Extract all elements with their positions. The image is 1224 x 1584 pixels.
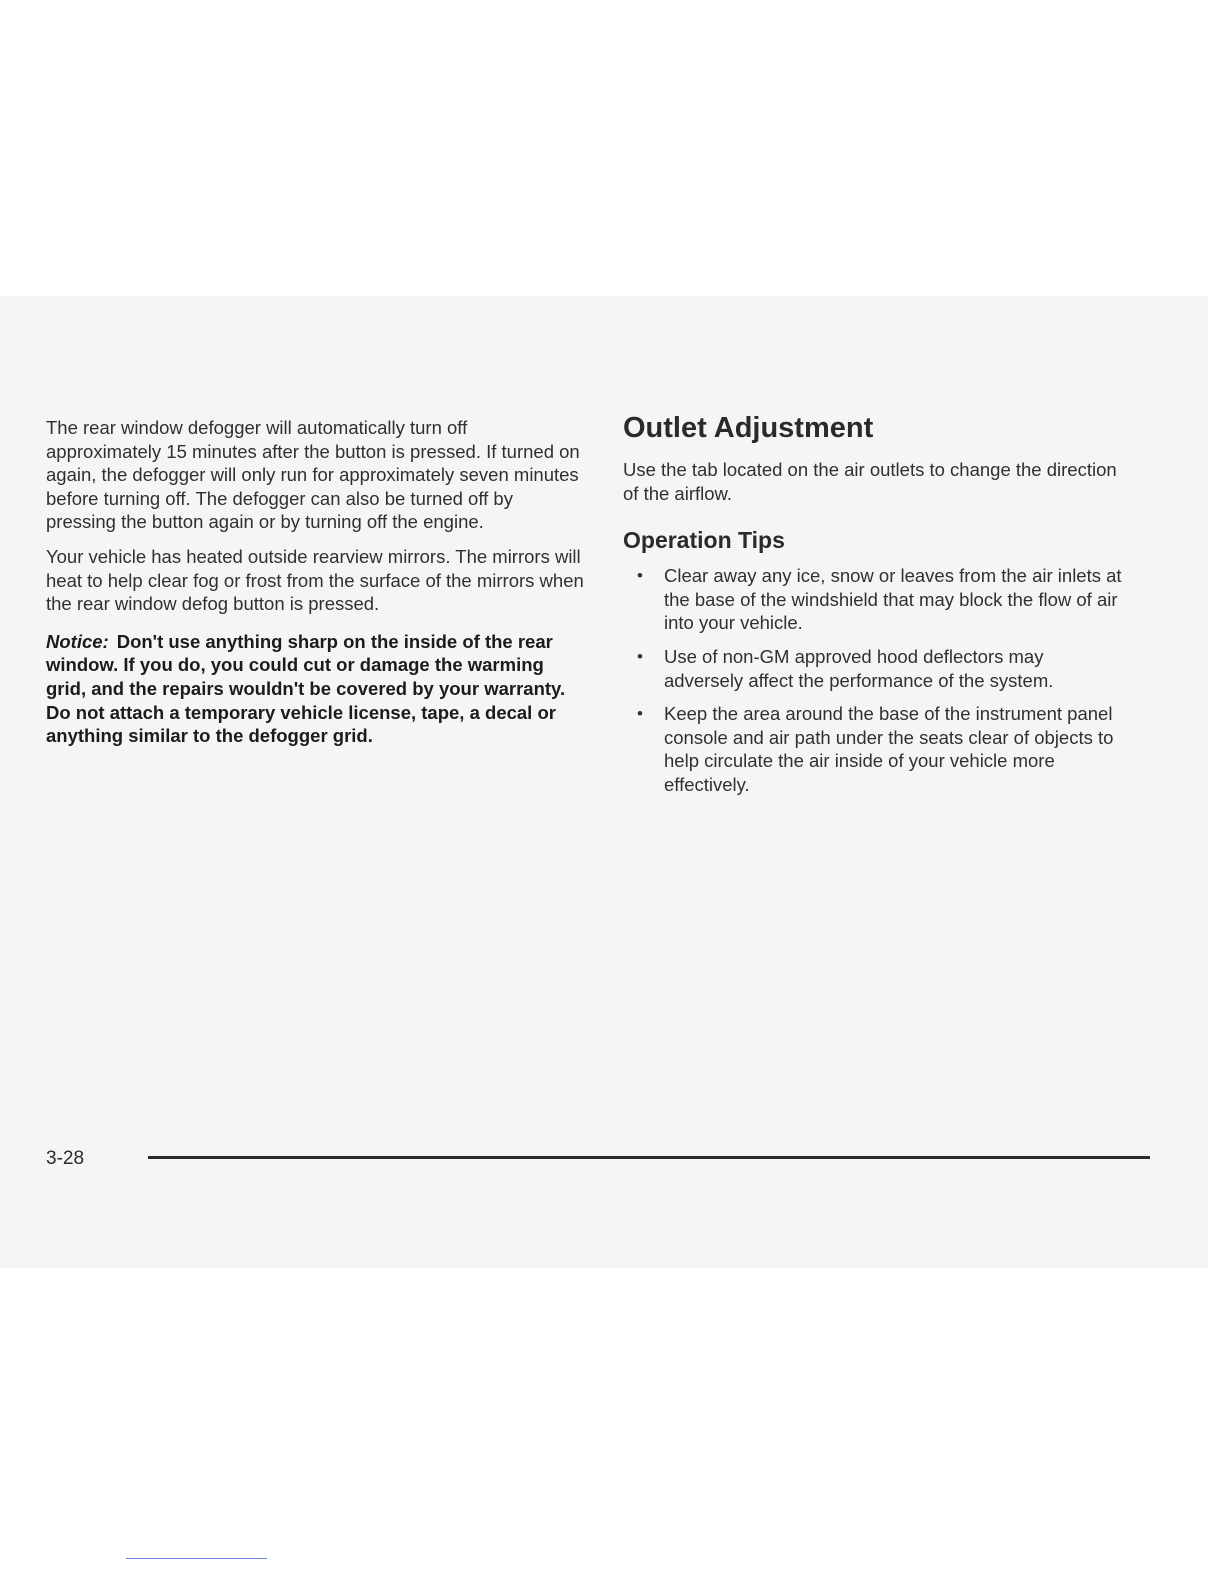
footer-divider (148, 1156, 1150, 1159)
operation-tips-list (623, 564, 1123, 796)
bullet-icon: • (637, 646, 643, 666)
tip-text: Use of non-GM approved hood deflectors may adversely affect the performance of the system. (664, 645, 1054, 691)
section-heading: Outlet Adjustment (623, 412, 874, 444)
tip-text: Keep the area around the base of the instrument panel console and air path under the seats clear of objects to help circulate the air inside of your vehicle more effectively. (664, 703, 1114, 795)
tip-text: Clear away any ice, snow or leaves from the air inlets at the base of the windshield that may block the flow of air into your vehicle. (664, 565, 1122, 634)
page-number: 3-28 (46, 1148, 85, 1169)
scanned-page (0, 296, 1208, 1268)
outlet-intro-paragraph: Use the tab located on the air outlets to change the direction of the airflow. (623, 459, 1117, 504)
list-item (623, 564, 1123, 635)
defogger-paragraph: The rear window defogger will automatically turn off approximately 15 minutes after the button is pressed. If turned on again, the defogger will only run for approximately seven minutes before turning off. The defogger can also be turned off by pressing the button again or by turning off the engine. (46, 417, 580, 533)
left-column (46, 416, 586, 748)
heated-mirrors-paragraph: Your vehicle has heated outside rearview mirrors. The mirrors will heat to help clear fog or frost from the surface of the mirrors when the rear window defog button is pressed. (46, 545, 584, 615)
bullet-icon: • (637, 566, 643, 586)
bullet-icon: • (637, 704, 643, 724)
link-underline (126, 1558, 267, 1559)
subsection-heading: Operation Tips (623, 527, 785, 554)
notice-label: Notice: (46, 630, 109, 652)
notice-block (46, 630, 586, 748)
right-column (623, 408, 1123, 807)
list-item (623, 702, 1123, 796)
notice-text: Don't use anything sharp on the inside of the rear window. If you do, you could cut or damage the warming grid, and the repairs wouldn't be covered by your warranty. Do not attach a temporary vehicle license, tape, a decal or anything similar to the defogger grid. (46, 630, 566, 747)
list-item (623, 645, 1123, 692)
